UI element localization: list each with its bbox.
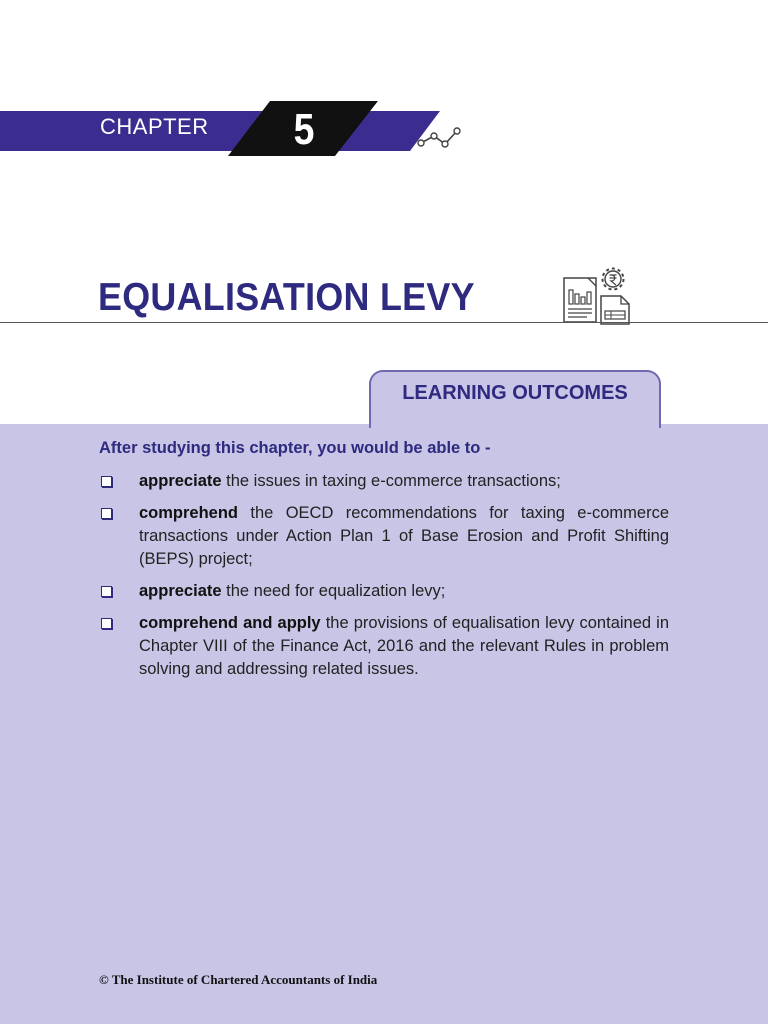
outcome-keyword: comprehend	[139, 504, 239, 522]
list-item	[99, 502, 669, 571]
checkbox-bullet-icon	[101, 508, 112, 519]
chapter-banner	[0, 100, 470, 160]
document-chart-icon	[561, 266, 633, 326]
learning-outcomes-heading: LEARNING OUTCOMES	[402, 382, 628, 404]
outcome-text: the issues in taxing e-commerce transactions;	[221, 472, 561, 490]
copyright-footer: © The Institute of Chartered Accountants of India	[99, 972, 378, 987]
outcome-keyword: appreciate	[139, 582, 222, 600]
chapter-number: 5	[293, 105, 315, 154]
checkbox-bullet-icon	[101, 586, 112, 597]
list-item	[99, 580, 669, 603]
learning-outcomes-tab	[369, 370, 661, 428]
title-divider	[0, 322, 768, 323]
list-item	[99, 612, 669, 681]
chapter-title: EQUALISATION LEVY	[98, 276, 475, 319]
learning-outcomes-list	[99, 470, 669, 690]
document-list-icon	[601, 296, 629, 324]
checkbox-bullet-icon	[101, 618, 112, 629]
learning-outcomes-intro: After studying this chapter, you would be able to -	[99, 439, 491, 457]
outcome-keyword: appreciate	[139, 472, 222, 490]
checkbox-bullet-icon	[101, 476, 112, 487]
outcome-keyword: comprehend and apply	[139, 614, 321, 632]
gear-rupee-icon	[603, 269, 624, 290]
outcome-text: the OECD recommendations for taxing e-commerce transactions under Action Plan 1 of Base Erosion and Profit Shifting (BEPS) project;	[139, 504, 669, 568]
outcome-text: the need for equalization levy;	[221, 582, 446, 600]
trend-line-icon	[416, 124, 462, 150]
chapter-label: CHAPTER	[100, 114, 209, 139]
outcome-text: the provisions of equalisation levy contained in Chapter VIII of the Finance Act, 2016 and the relevant Rules in problem solving and addressing related issues.	[139, 614, 669, 678]
list-item	[99, 470, 669, 493]
